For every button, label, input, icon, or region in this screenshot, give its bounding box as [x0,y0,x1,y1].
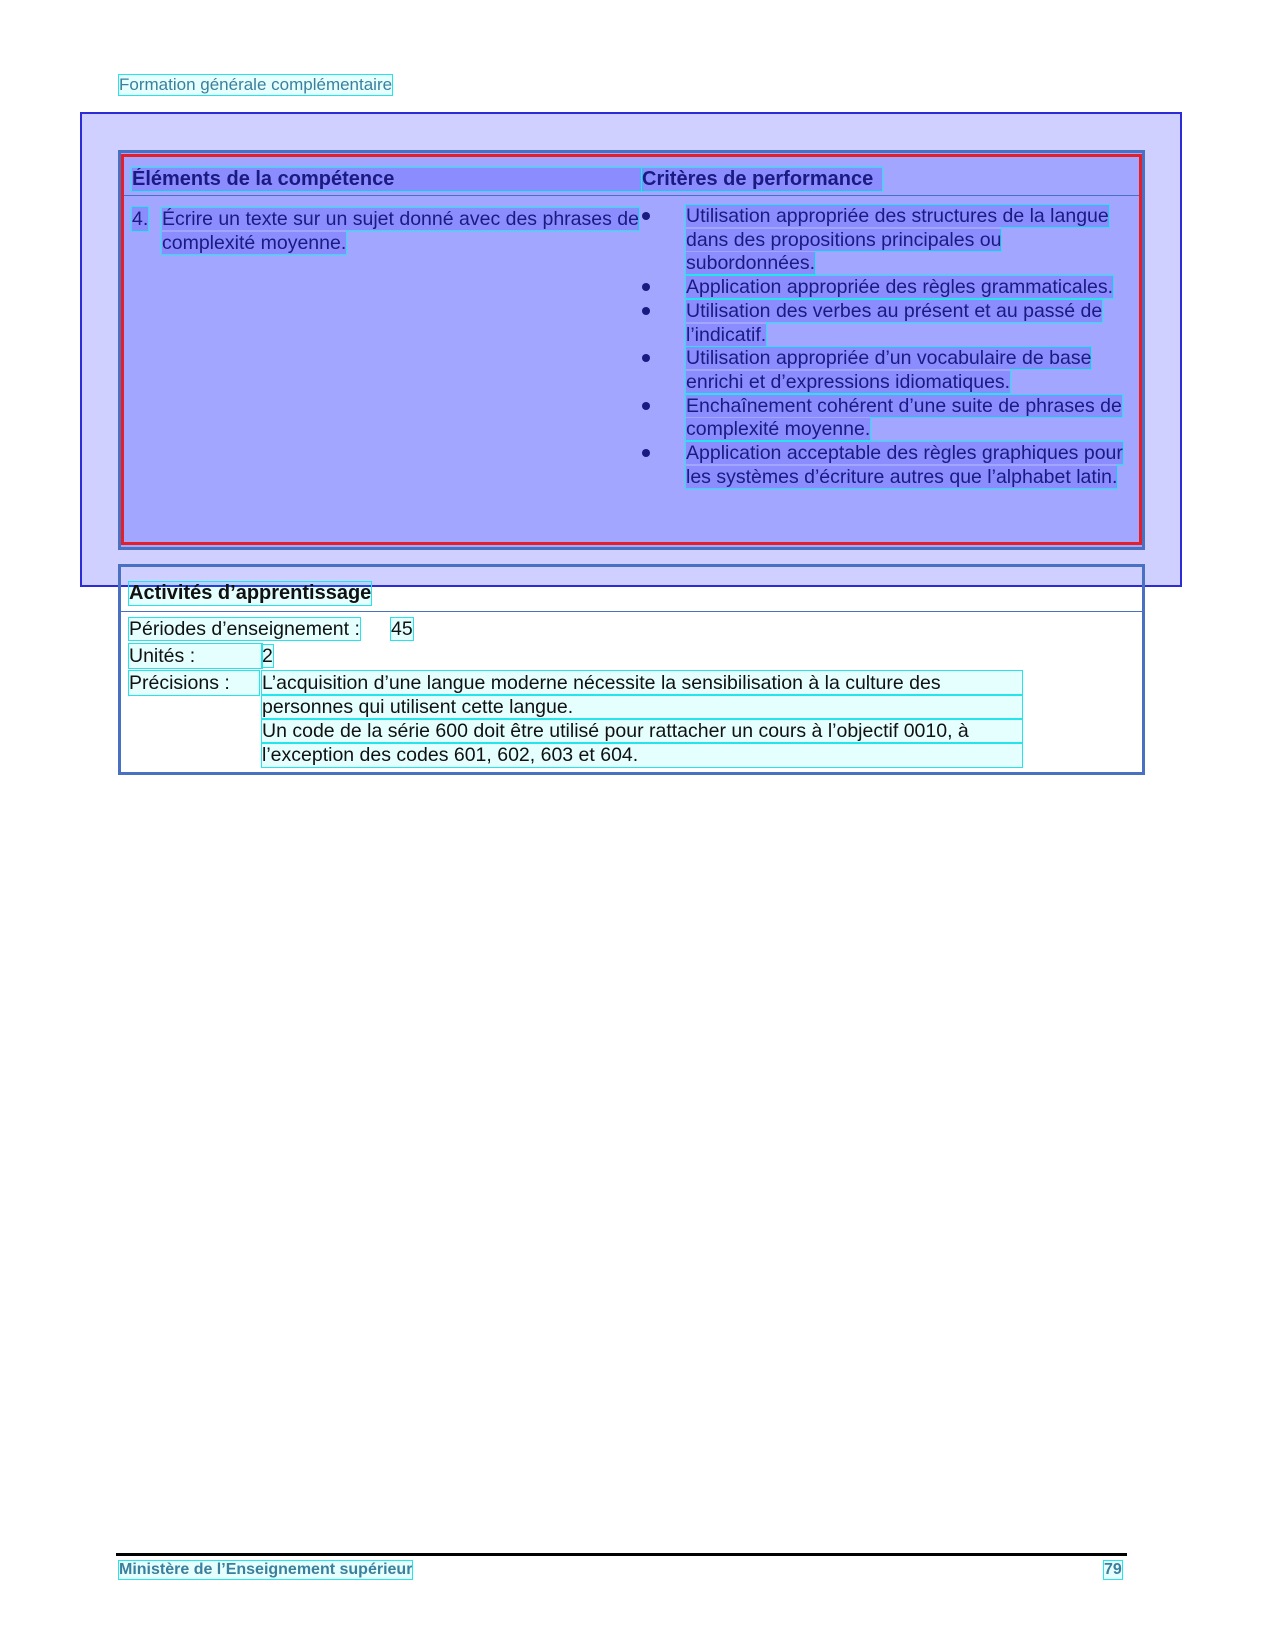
precisions-text [262,671,1022,767]
unites-label: Unités : [129,644,262,668]
bullet-icon [642,212,650,220]
periodes-row [129,617,413,641]
precisions-label: Précisions : [129,671,259,695]
periodes-label: Périodes d’enseignement : [129,618,360,640]
bullet-icon [642,283,650,291]
precisions-line: l’exception des codes 601, 602, 603 et 604. [262,743,1022,767]
bullet-icon [642,402,650,410]
criterion-item: Utilisation des verbes au présent et au passé de l’indicatif. [642,300,1132,347]
footer-rule [116,1553,1127,1556]
criterion-item: Application acceptable des règles graphiques pour les systèmes d’écriture autres que l’alphabet latin. [642,442,1132,489]
running-header: Formation générale complémentaire [119,75,393,94]
element-number: 4. [132,208,149,230]
precisions-line: Un code de la série 600 doit être utilisé pour rattacher un cours à l’objectif 0010, à [262,719,1022,743]
element-text: Écrire un texte sur un sujet donné avec des phrases de complexité moyenne. [162,208,639,254]
footer-ministry: Ministère de l’Enseignement supérieur [119,1561,413,1578]
activities-title: Activités d’apprentissage [129,582,372,604]
page-number: 79 [1104,1561,1122,1578]
activities-divider [121,611,1142,612]
activities-table [118,564,1145,775]
competence-element [132,207,712,255]
criterion-item: Application appropriée des règles grammaticales. [642,276,1132,300]
criterion-item: Utilisation appropriée d’un vocabulaire de base enrichi et d’expressions idiomatiques. [642,347,1132,394]
unites-row [129,644,273,668]
column-header-criteres: Critères de performance [642,168,882,191]
unites-value: 2 [262,645,273,667]
bullet-icon [642,307,650,315]
criterion-item: Enchaînement cohérent d’une suite de phrases de complexité moyenne. [642,395,1132,442]
precisions-line: L’acquisition d’une langue moderne nécessite la sensibilisation à la culture des [262,671,1022,695]
criteria-list [642,205,1132,489]
header-divider [124,195,1139,196]
periodes-value: 45 [391,618,413,640]
column-header-elements: Éléments de la compétence [132,168,642,191]
precisions-line: personnes qui utilisent cette langue. [262,695,1022,719]
precisions-row [129,671,1129,767]
criterion-item: Utilisation appropriée des structures de la langue dans des propositions principales ou subordonnées. [642,205,1132,276]
bullet-icon [642,354,650,362]
bullet-icon [642,449,650,457]
competence-table [121,154,1142,545]
